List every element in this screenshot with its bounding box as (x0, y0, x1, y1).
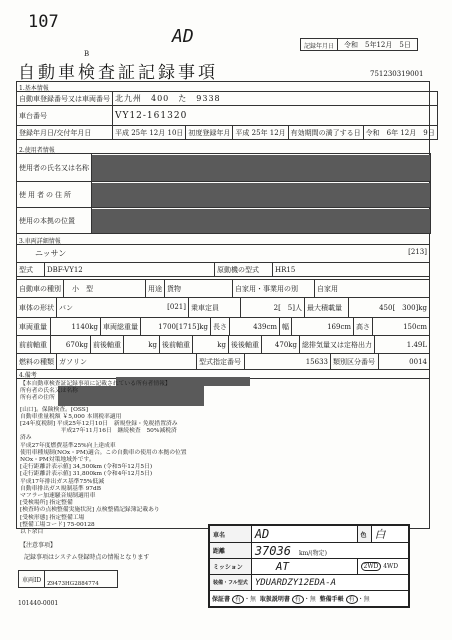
init-reg-value: 平成 25年 12月 (233, 126, 288, 140)
remarks-line: 平成27年度燃費基準25%向上達成車 (20, 442, 116, 449)
sticker-name-value: AD (251, 525, 357, 543)
bottom-number: 101440-0001 (18, 600, 59, 607)
expiry-label: 有効期間の満了する日 (288, 126, 363, 140)
load-label: 最大積載量 (305, 298, 349, 318)
remarks-line: 所有者の住所 (20, 395, 55, 402)
engine-value: HR15 (273, 263, 430, 277)
sticker-name-label: 車名 (209, 525, 251, 543)
user-info-table (16, 153, 431, 234)
first-reg-value: 平成 25年 12月 10日 (113, 126, 186, 140)
record-date-label: 記録年月日 (301, 39, 338, 50)
private-label: 自家用・事業用の別 (233, 280, 315, 298)
vehicle-detail-table-2 (16, 279, 430, 298)
user-name-redacted (92, 154, 431, 182)
base-label: 使用の本拠の位置 (17, 208, 92, 234)
init-reg-label: 初度登録年月 (186, 126, 233, 140)
weight-value: 1140kg (51, 318, 101, 336)
model-value: DBF-VY12 (45, 263, 215, 277)
vehicle-detail-table-3 (16, 297, 430, 318)
sticker-drive (357, 559, 409, 575)
user-addr-label: 使用者の住所 (17, 182, 92, 208)
handwritten-number: 107 (28, 12, 59, 32)
height-label: 高さ (354, 318, 373, 336)
sticker-distance-label: 距離 (209, 543, 251, 559)
use-value: 貨物 (165, 280, 233, 298)
basic-info-table (16, 91, 438, 140)
expiry-value: 令和 6年 12月 9日 (363, 126, 437, 140)
disp-label: 総排気量又は定格出力 (300, 336, 375, 354)
use-label: 用途 (146, 280, 165, 298)
note-text: 記録事項はシステム登録時点の情報となります (24, 554, 150, 561)
rr-label: 後後軸重 (229, 336, 262, 354)
capacity-label: 乗車定員 (189, 298, 241, 318)
section1-heading: 1.基本情報 (19, 85, 49, 92)
handwritten-model: AD (172, 26, 194, 47)
record-date: 令和 5年12月 5日 (344, 41, 411, 49)
remarks-line: [走行距離計表示値] 34,500km (令和5年12月5日) (20, 464, 153, 471)
len-label: 長さ (211, 318, 230, 336)
f-label: 前後軸重 (91, 336, 124, 354)
remarks-line: [整備工場コード] 75-00128 (20, 521, 95, 528)
shape-value: バン [021] (57, 298, 189, 318)
type-value: 小 型 (64, 280, 146, 298)
width-value: 169cm (292, 318, 354, 336)
remarks-line: [受検形態] 指定整備工場 (20, 514, 85, 521)
sticker-grade-label: 装備・フル型式 (209, 575, 251, 591)
car-id-box (18, 570, 118, 588)
base-redacted (92, 208, 431, 234)
remarks-line: [検査時の点検整備実施状況] 点検整備記録簿記載あり (20, 507, 160, 514)
rr-value: 470kg (262, 336, 300, 354)
remarks-line: マフラー加速騒音規制適用車 (20, 493, 96, 500)
sticker-mission-label: ミッション (209, 559, 251, 575)
vehicle-detail-table-6 (16, 353, 430, 370)
reg-label: 自動車登録番号又は車両番号 (17, 92, 113, 106)
remarks-line: [24年度税制] 平成25年12月10日 新規登録・免税措置済み (20, 421, 178, 428)
reg-value: 北九州 400 た 9338 (113, 92, 438, 106)
model-label: 型式 (17, 263, 45, 277)
doc-number: 751230319001 (370, 70, 424, 78)
first-reg-label: 登録年月日/交付年月日 (17, 126, 113, 140)
ff-value: 670kg (51, 336, 91, 354)
remarks-line: 以下余白 (20, 529, 44, 536)
designation-value: 15633 (245, 354, 331, 370)
rf-label: 後前軸重 (160, 336, 193, 354)
vin-label: 車台番号 (17, 106, 113, 126)
user-name-label: 使用者の氏名又は名称 (17, 154, 92, 182)
car-id-label: 車両ID (19, 571, 45, 587)
remarks-line: 平成27年11月16日 継続検査 50%減税済 (20, 428, 177, 435)
remarks-line: [受検場所] 指定整備 (20, 500, 73, 507)
engine-label: 原動機の型式 (215, 263, 273, 277)
fuel-label: 燃料の種類 (17, 354, 57, 370)
sticker-mission-value: AT (251, 559, 357, 575)
remarks-line: [走行距離計表示値] 31,800km (令和4年12月5日) (20, 471, 153, 478)
type-label: 自動車の種別 (17, 280, 64, 298)
note-heading: 【注意事項】 (20, 542, 57, 549)
vehicle-detail-table-4 (16, 317, 430, 336)
remarks-line: [山口]。保険検査。[OSS] (20, 406, 89, 413)
disp-value: 1.49L (375, 336, 430, 354)
dealer-sticker (208, 524, 410, 608)
sticker-color-value: 白 (371, 525, 409, 543)
designation-label: 型式指定番号 (197, 354, 245, 370)
weight-label: 車両重量 (17, 318, 51, 336)
vin-value: VY12-161320 (113, 106, 438, 126)
remarks-line: 【本自動車検査証記録事項に記載されている所有者情報】 (20, 381, 171, 387)
height-value: 150cm (373, 318, 430, 336)
vehicle-detail-table-1 (16, 244, 430, 277)
remarks-line: 使用車種規制(NOx・PM)適合。この自動車の使用の本拠の位置 (20, 449, 187, 456)
ff-label: 前前軸重 (17, 336, 51, 354)
gross-label: 車両総重量 (101, 318, 141, 336)
sticker-grade-value: YDUARDZY12EDA-A (251, 575, 409, 591)
width-label: 幅 (280, 318, 292, 336)
category-label: 類別区分番号 (331, 354, 379, 370)
category-value: 0014 (379, 354, 430, 370)
maker-row: ニッサン [213] (17, 245, 430, 263)
len-value: 439cm (230, 318, 280, 336)
rf-value: kg (193, 336, 229, 354)
remarks-line: NOx・PM対策地域外です。 (20, 457, 95, 464)
remarks-line: 所有者の氏名又は名称 (20, 388, 78, 395)
record-date-box (300, 38, 418, 51)
user-addr-redacted (92, 182, 431, 208)
load-value: 450[ 300]kg (349, 298, 430, 318)
section2-heading: 2.使用者情報 (19, 147, 55, 154)
sticker-distance: 37036 km/(物定) (251, 543, 409, 559)
remarks-line: 平成17年排出ガス基準75%低減 (20, 478, 105, 485)
section3-heading: 3.車両詳細情報 (19, 238, 61, 245)
f-value: kg (124, 336, 160, 354)
section4-heading: 4.備考 (19, 372, 37, 379)
drive-4wd: 4WD (383, 563, 399, 570)
remarks-line: 済み (20, 435, 32, 442)
form-letter: B (84, 50, 90, 58)
gross-value: 1700[1715]kg (141, 318, 211, 336)
sticker-docs-row: 保証書 有 ・無 取扱説明書 有 ・無 整備手帳 有 ・無 (209, 591, 409, 607)
remarks-line: 自動車重量税額 ￥5,000 本則税率適用 (20, 413, 122, 420)
remarks-line: 自動車排出ガス規制基準 97dB (20, 485, 101, 492)
car-id-value: Z9473HG2884774 (47, 581, 99, 587)
sticker-color-label: 色 (357, 525, 371, 543)
capacity-value: 2[ 5]人 (241, 298, 305, 318)
private-value: 自家用 (315, 280, 430, 298)
page-title: 自動車検査証記録事項 (18, 63, 218, 83)
vehicle-detail-table-5 (16, 335, 430, 354)
drive-2wd: 2WD (361, 562, 382, 571)
remarks-list (20, 381, 320, 536)
shape-label: 車体の形状 (17, 298, 57, 318)
fuel-value: ガソリン (57, 354, 197, 370)
